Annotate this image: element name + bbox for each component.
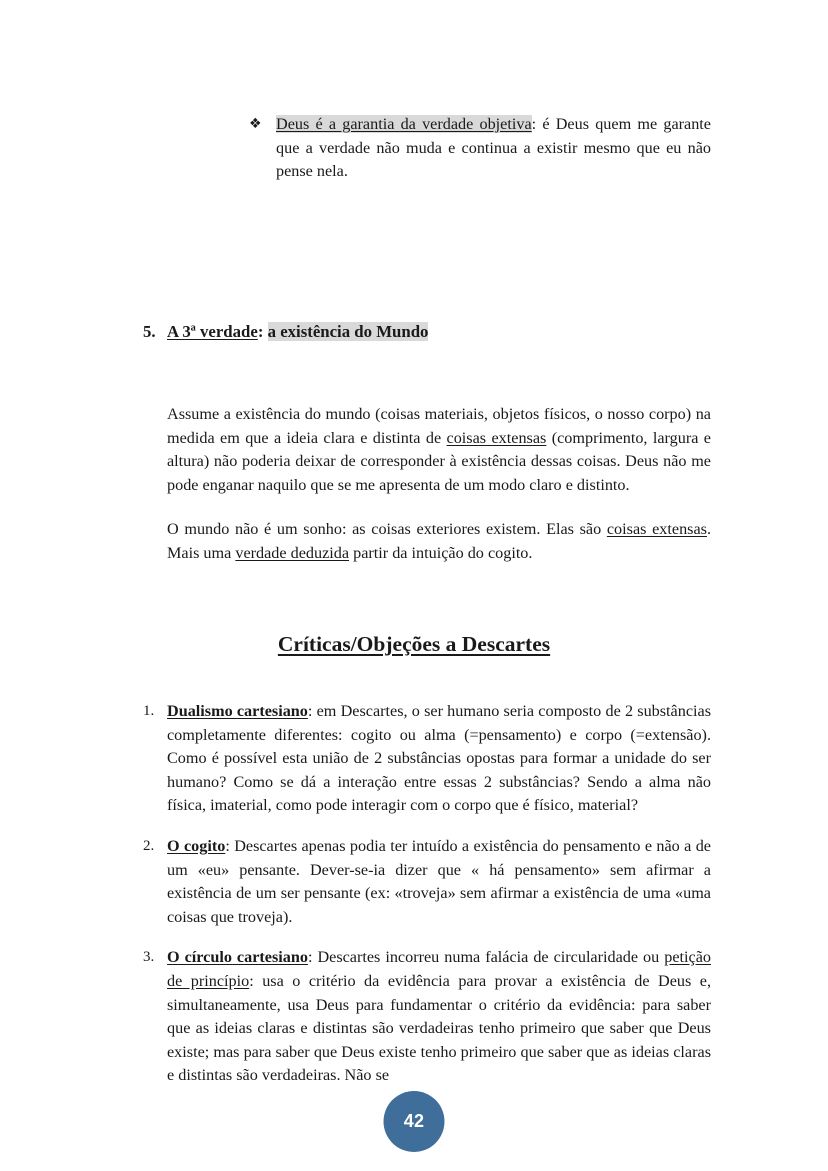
critique-3-term: O círculo cartesiano	[167, 948, 308, 967]
critique-item-1	[143, 700, 711, 818]
critique-3-body-part-1: : Descartes incorreu numa falácia de circularidade ou	[307, 948, 665, 967]
diamond-star-bullet-icon: ❖	[249, 116, 262, 132]
critique-2-marker: 2.	[143, 837, 155, 854]
critiques-heading: Críticas/Objeções a Descartes	[277, 632, 551, 656]
critique-1-body: : em Descartes, o ser humano seria composto de 2 substâncias completamente diferentes: cogito ou alma (=pensamento) e corpo (=extensão). Como é possível esta união de 2 substâncias opostas para formar a unidade do ser humano? Como se dá a interação entre essas 2 substâncias? Sendo a alma não física, imaterial, como pode interagir com o corpo que é físico, material?	[167, 702, 711, 815]
critiques-list	[143, 700, 711, 1105]
critique-2-term: O cogito	[167, 836, 226, 855]
page-number-badge: 42	[384, 1091, 445, 1152]
top-bullet-block	[249, 113, 711, 184]
paragraph-2-underlined-term-2: verdade deduzida	[235, 543, 350, 562]
highlighted-underlined-phrase: Deus é a garantia da verdade objetiva	[276, 115, 532, 133]
bullet-item-remainder: : é Deus quem me garante que a verdade não muda e continua a existir mesmo que eu não pense nela.	[276, 115, 711, 181]
critique-item-3	[143, 946, 711, 1088]
paragraph-2-underlined-term-1: coisas extensas	[606, 520, 707, 538]
paragraph-1-part-1: Assume a existência do mundo (coisas materiais, objetos físicos, o nosso corpo) na medida em que a ideia clara e distinta de	[167, 405, 711, 447]
section-five-title-underlined: A 3ª verdade	[167, 322, 258, 341]
paragraph-1-part-2: (comprimento, largura e altura) não poderia deixar de corresponder à existência dessas coisas. Deus não me pode enganar naquilo que se me apresenta de um modo claro e distinto.	[167, 428, 711, 494]
critique-3-marker: 3.	[143, 949, 155, 966]
bullet-item-text	[276, 113, 711, 184]
paragraph-2-part-1: O mundo não é um sonho: as coisas exteriores existem. Elas são	[167, 520, 607, 538]
critique-1-marker: 1.	[143, 703, 155, 719]
section-five-title-highlighted: a existência do Mundo	[267, 322, 429, 341]
critique-1-text	[167, 700, 711, 818]
paragraph-1-underlined-term: coisas extensas	[446, 428, 547, 447]
bullet-list-item	[249, 113, 711, 184]
critique-3-text	[167, 946, 711, 1088]
section-five-paragraph-2	[167, 518, 711, 565]
section-five-paragraph-1	[167, 403, 711, 497]
section-five-heading	[143, 320, 711, 343]
section-five-title	[167, 320, 711, 343]
critique-2-body: : Descartes apenas podia ter intuído a existência do pensamento e não a de um «eu» pensante. Dever-se-ia dizer que « há pensamento» sem afirmar a existência de um ser pensante (ex: «troveja» sem afirmar a existência de uma «uma coisas que troveja).	[167, 836, 711, 926]
critique-2-text	[167, 835, 711, 929]
paragraph-2-part-3: partir da intuição do cogito.	[349, 543, 533, 562]
paragraph-2-part-2: . Mais uma	[167, 520, 711, 562]
critique-1-term: Dualismo cartesiano	[167, 702, 308, 720]
critique-item-2	[143, 835, 711, 929]
section-five-title-colon: :	[257, 322, 264, 341]
section-five-marker: 5.	[143, 322, 156, 341]
critique-3-underlined-term: petição de princípio	[167, 948, 711, 990]
critique-3-body-part-2: : usa o critério da evidência para provar a existência de Deus e, simultaneamente, usa Deus para fundamentar o critério da evidência: para saber que as ideias claras e distintas são verdadeiras tenho primeiro que saber que Deus existe; mas para saber que Deus existe tenho primeiro que saber que as ideias claras e distintas são verdadeiras. Não se	[167, 971, 711, 1085]
